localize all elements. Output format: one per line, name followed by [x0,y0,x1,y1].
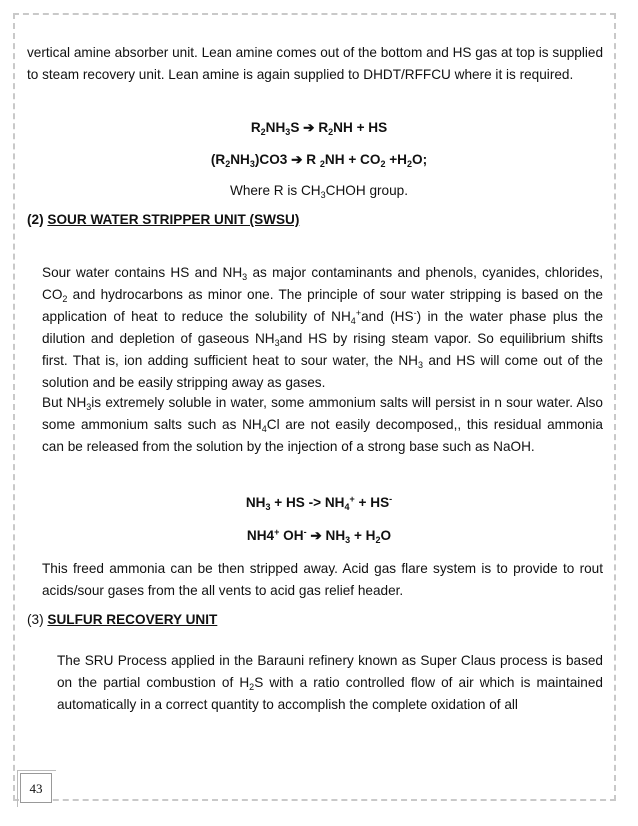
eq-sup: + [349,494,355,504]
eq-text: O [380,528,392,543]
arrow-icon: ➔ [306,528,326,543]
sub: 4 [350,316,356,326]
page-number: 43 [20,773,52,803]
eq-text: NH4 [246,528,275,543]
sub: 2 [62,294,68,304]
sub: 4 [261,424,267,434]
eq-text: +H [385,152,408,167]
eq-sup: - [303,527,307,537]
eq-text: (R [210,152,226,167]
sub: 3 [242,272,248,282]
paragraph-sru-process [57,650,603,716]
eq-text: NH [265,120,286,135]
eq-sub: 2 [260,127,266,137]
section-title: SULFUR RECOVERY UNIT [47,612,218,627]
section-number: (2) [27,212,48,227]
eq-text: )CO3 [254,152,292,167]
paragraph-text: ) in the water phase plus the dilution and depletion of gaseous NH [42,309,604,346]
section-number: (3) [27,612,48,627]
section-title: SOUR WATER STRIPPER UNIT (SWSU) [47,212,300,227]
eq-sub: 3 [345,535,351,545]
eq-text: Where R is CH [229,183,321,198]
eq-sub: 2 [375,535,381,545]
paragraph-text: vertical amine absorber unit. Lean amine comes out of the bottom and HS gas at top is supplied to steam recovery unit. Lean amine is again supplied to DHDT/RFFCU where it is required. [27,45,603,82]
eq-sub: 2 [328,127,334,137]
paragraph-freed-ammonia [42,558,603,602]
paragraph-ammonia-soluble [42,392,603,458]
eq-text: + HS [354,495,390,510]
paragraph-text: Sour water contains HS and NH [42,265,243,280]
equation-2 [0,150,638,170]
paragraph-text: and hydrocarbons as minor one. The principle of sour water stripping is based on the application of heat to reduce the solubility of NH [42,287,603,324]
sub: 3 [418,360,424,370]
sub: 3 [274,338,280,348]
eq-text: NH [245,495,266,510]
arrow-icon: ➔ [303,120,315,135]
paragraph-text: as major contaminants and phenols, cyanides, chlorides, CO [42,265,603,302]
sup: + [355,308,362,318]
eq-sub: 3 [265,502,271,512]
section-heading-sru [27,610,217,630]
paragraph-text: S with a ratio controlled flow of air which is maintained automatically in a correct quantity to accomplish the complete oxidation of all [57,675,603,712]
paragraph-text: But NH [42,395,87,410]
eq-sub: 2 [225,159,231,169]
paragraph-text: This freed ammonia can be then stripped away. Acid gas flare system is to provide to rout acids/sour gases from the all vents to acid gas relief header. [42,561,603,598]
arrow-icon: ➔ [291,152,303,167]
eq-text: + H [350,528,376,543]
eq-sub: 3 [285,127,291,137]
paragraph-text: and (HS [361,309,414,324]
eq-text: OH [279,528,304,543]
equation-1 [0,118,638,138]
paragraph-text: Cl are not easily decomposed,, this residual ammonia can be released from the solution by the injection of a strong base such as NaOH. [42,417,603,454]
eq-sub: 2 [407,159,413,169]
eq-text: R [314,120,329,135]
eq-text: O; [412,152,428,167]
eq-text: + HS -> NH [270,495,345,510]
eq-text: NH [230,152,250,167]
eq-sub: 3 [320,190,326,200]
equation-5 [0,526,638,546]
eq-sub: 2 [380,159,386,169]
eq-text: NH [325,528,346,543]
paragraph-text: is extremely soluble in water, some ammonium salts will persist in n sour water. Also some ammonium salts such as NH [42,395,603,432]
paragraph-amine-absorber [27,42,603,86]
section-heading-swsu [27,210,299,230]
eq-text: R [250,120,261,135]
eq-sup: - [389,494,393,504]
eq-text: S [290,120,304,135]
eq-sub: 3 [249,159,255,169]
eq-text: R [302,152,320,167]
eq-text: NH + HS [333,120,388,135]
eq-sub: 2 [319,159,325,169]
paragraph-sour-water [42,262,603,394]
equation-3 [0,181,638,201]
sup: - [413,308,417,318]
sub: 2 [249,682,255,692]
sub: 3 [86,402,92,412]
paragraph-text: and HS by rising steam vapor. So equilibrium shifts first. That is, ion adding sufficient heat to sour water, the NH [42,331,603,368]
eq-sub: 4 [344,502,350,512]
equation-4 [0,493,638,513]
eq-text: CHOH group. [325,183,408,198]
paragraph-text: and HS will come out of the solution and be easily stripping away as gases. [42,353,603,390]
eq-text: NH + CO [324,152,381,167]
eq-sup: + [274,527,280,537]
paragraph-text: The SRU Process applied in the Barauni refinery known as Super Claus process is based on the partial combustion of H [57,653,603,690]
